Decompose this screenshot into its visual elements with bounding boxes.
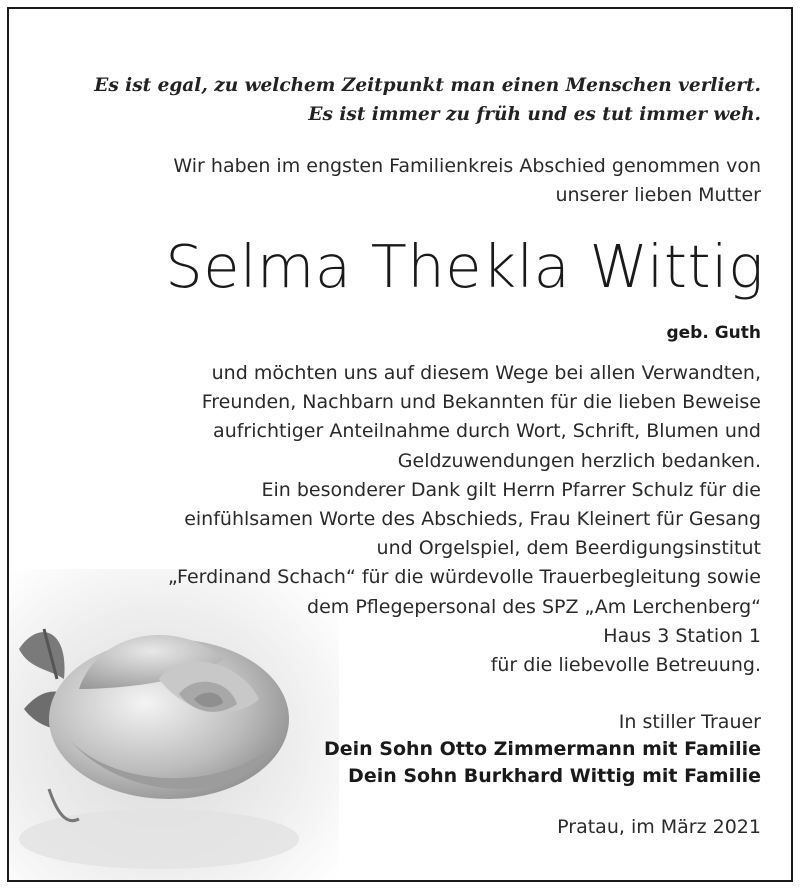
motto-line: Es ist immer zu früh und es tut immer weh. <box>308 104 761 125</box>
thanks-line: Ein besonderer Dank gilt Herrn Pfarrer Schulz für die <box>261 478 761 501</box>
thanks-text <box>168 359 761 680</box>
motto-quote <box>94 71 761 129</box>
thanks-line: für die liebevolle Betreuung. <box>490 654 761 677</box>
thanks-line: und Orgelspiel, dem Beerdigungsinstitut <box>376 537 761 560</box>
thanks-line: Freunden, Nachbarn und Bekannten für die lieben Beweise <box>201 391 761 414</box>
birth-name: geb. Guth <box>666 323 761 343</box>
intro-line: unserer lieben Mutter <box>555 184 761 206</box>
intro-line: Wir haben im engsten Familienkreis Abschied genommen von <box>173 155 761 177</box>
thanks-line: einfühlsamen Worte des Abschieds, Frau Kleinert für Gesang <box>184 508 761 531</box>
intro-text <box>173 152 761 210</box>
thanks-line: aufrichtiger Anteilnahme durch Wort, Schrift, Blumen und <box>213 420 761 443</box>
obituary-frame <box>7 7 793 882</box>
thanks-line: Geldzuwendungen herzlich bedanken. <box>397 449 761 472</box>
motto-line: Es ist egal, zu welchem Zeitpunkt man einen Menschen verliert. <box>94 75 761 96</box>
mourner-family: Dein Sohn Otto Zimmermann mit Familie <box>323 738 761 760</box>
deceased-name: Selma Thekla Wittig <box>165 232 764 301</box>
obituary-content <box>39 9 764 880</box>
mourning-intro: In stiller Trauer <box>618 711 761 733</box>
thanks-line: und möchten uns auf diesem Wege bei allen Verwandten, <box>211 362 761 384</box>
mourner-family: Dein Sohn Burkhard Wittig mit Familie <box>348 765 761 787</box>
thanks-line: „Ferdinand Schach“ für die würdevolle Trauerbegleitung sowie <box>167 566 761 589</box>
thanks-line: dem Pflegepersonal des SPZ „Am Lerchenberg“ <box>307 595 761 618</box>
thanks-line: Haus 3 Station 1 <box>603 624 761 647</box>
place-date: Pratau, im März 2021 <box>557 816 761 838</box>
mourning-block <box>324 709 761 790</box>
